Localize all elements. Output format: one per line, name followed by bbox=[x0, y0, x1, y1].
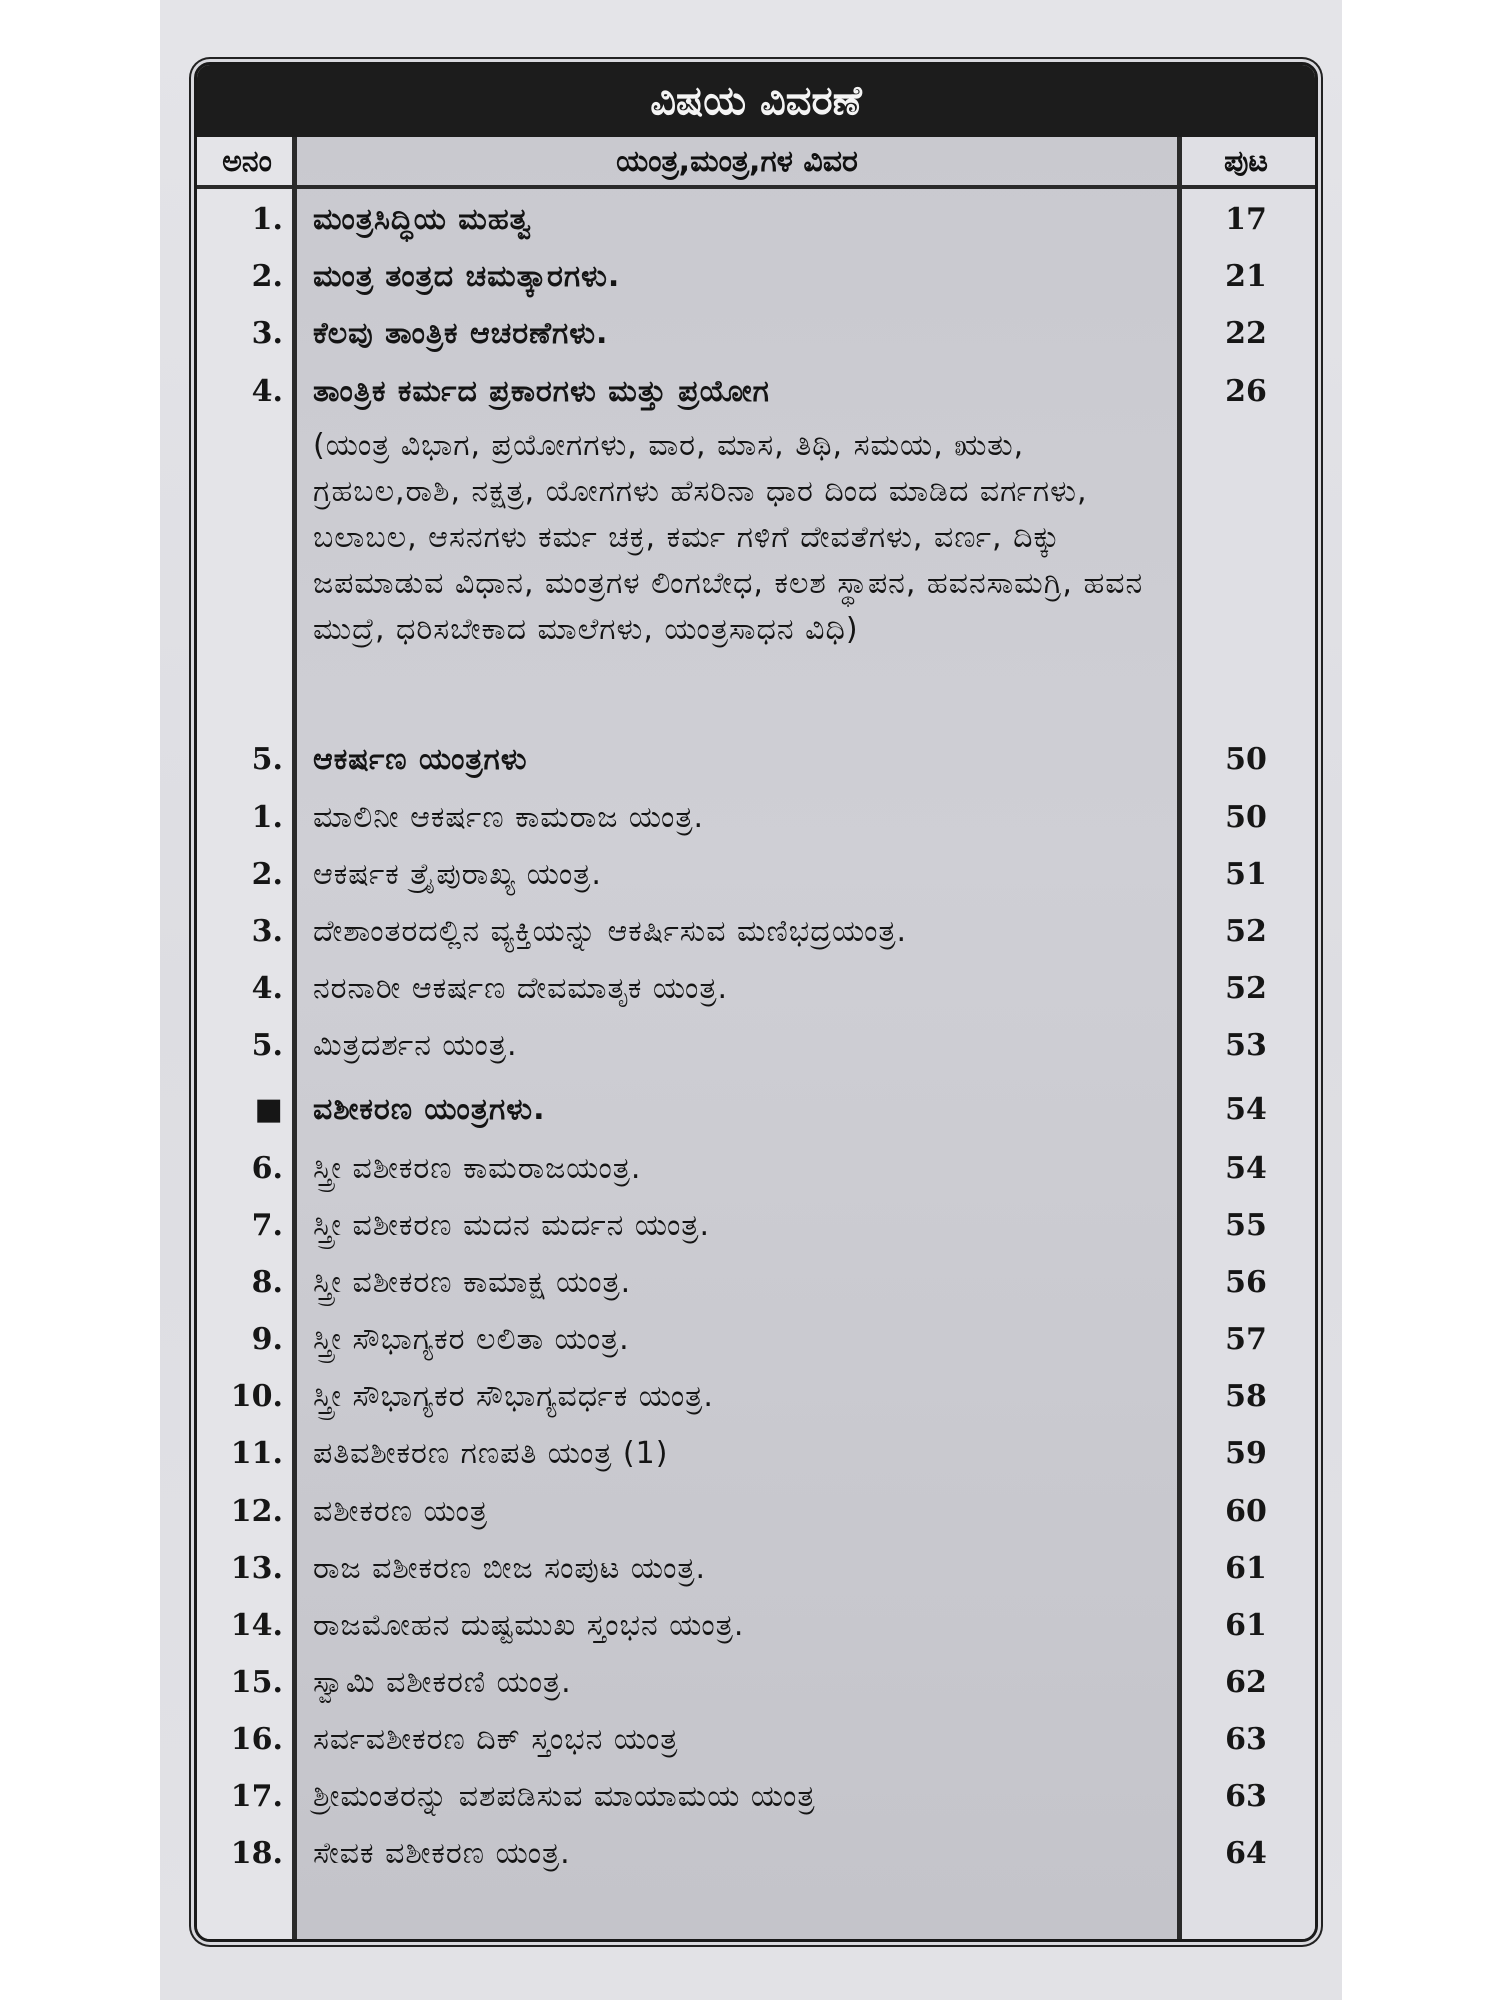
row-page-number: 61 bbox=[1225, 1608, 1267, 1643]
row-number: 2. bbox=[251, 259, 283, 294]
table-row bbox=[197, 1711, 1315, 1768]
table-row bbox=[197, 903, 1315, 960]
row-number: 17. bbox=[230, 1779, 283, 1814]
row-page-number: 54 bbox=[1225, 1092, 1267, 1127]
row-number: 16. bbox=[230, 1722, 283, 1757]
table-row bbox=[197, 789, 1315, 846]
row-description: ಆಕರ್ಷಕ ತ್ರೈಪುರಾಖ್ಯ ಯಂತ್ರ. bbox=[313, 857, 602, 892]
row-page-number: 26 bbox=[1225, 374, 1267, 409]
row-description: ಸ್ತ್ರೀ ವಶೀಕರಣ ಮದನ ಮರ್ದನ ಯಂತ್ರ. bbox=[313, 1208, 710, 1243]
row-page-number: 59 bbox=[1225, 1436, 1267, 1471]
row-number: 15. bbox=[230, 1665, 283, 1700]
table-row bbox=[197, 846, 1315, 903]
row-description: ಸ್ತ್ರೀ ಸೌಭಾಗ್ಯಕರ ಸೌಭಾಗ್ಯವರ್ಧಕ ಯಂತ್ರ. bbox=[313, 1379, 714, 1414]
row-number: ■ bbox=[254, 1092, 283, 1127]
row-page-number: 56 bbox=[1225, 1265, 1267, 1300]
row-description: ನರನಾರೀ ಆಕರ್ಷಣ ದೇವಮಾತೃಕ ಯಂತ್ರ. bbox=[313, 971, 729, 1006]
row-number: 14. bbox=[230, 1608, 283, 1643]
row-number: 3. bbox=[251, 914, 283, 949]
row-description: ಸ್ವಾಮಿ ವಶೀಕರಣಿ ಯಂತ್ರ. bbox=[313, 1665, 572, 1700]
row-description: ಶ್ರೀಮಂತರನ್ನು ವಶಪಡಿಸುವ ಮಾಯಾಮಯ ಯಂತ್ರ bbox=[313, 1779, 816, 1814]
row-description: ರಾಜಮೋಹನ ದುಷ್ಟಮುಖ ಸ್ತಂಭನ ಯಂತ್ರ. bbox=[313, 1608, 745, 1643]
row-number: 10. bbox=[230, 1379, 283, 1414]
table-row bbox=[197, 1825, 1315, 1882]
row-number: 11. bbox=[230, 1436, 283, 1471]
row-page-number: 52 bbox=[1225, 914, 1267, 949]
row-description: ಮಿತ್ರದರ್ಶನ ಯಂತ್ರ. bbox=[313, 1028, 518, 1063]
row-page-number: 50 bbox=[1225, 800, 1267, 835]
table-row bbox=[197, 960, 1315, 1017]
table-header bbox=[197, 137, 1315, 189]
row-page-number: 57 bbox=[1225, 1322, 1267, 1357]
row-page-number: 22 bbox=[1225, 316, 1267, 351]
row-page-number: 55 bbox=[1225, 1208, 1267, 1243]
table-row bbox=[197, 1425, 1315, 1482]
row-number: 1. bbox=[251, 202, 283, 237]
row-description: ಸ್ತ್ರೀ ವಶೀಕರಣ ಕಾಮರಾಜಯಂತ್ರ. bbox=[313, 1151, 642, 1186]
row-description: ಮಾಲಿನೀ ಆಕರ್ಷಣ ಕಾಮರಾಜ ಯಂತ್ರ. bbox=[313, 800, 705, 835]
row-number: 8. bbox=[251, 1265, 283, 1300]
row-page-number: 53 bbox=[1225, 1028, 1267, 1063]
table-row bbox=[197, 1540, 1315, 1597]
row-page-number: 58 bbox=[1225, 1379, 1267, 1414]
header-page: ಪುಟ bbox=[1223, 143, 1268, 179]
row-description: ಪತಿವಶೀಕರಣ ಗಣಪತಿ ಯಂತ್ರ (1) bbox=[313, 1436, 669, 1471]
table-row bbox=[197, 305, 1315, 362]
row-description: ಸರ್ವವಶೀಕರಣ ದಿಕ್ ಸ್ತಂಭನ ಯಂತ್ರ bbox=[313, 1722, 679, 1757]
row-number: 5. bbox=[251, 1028, 283, 1063]
row-description: ದೇಶಾಂತರದಲ್ಲಿನ ವ್ಯಕ್ತಿಯನ್ನು ಆಕರ್ಷಿಸುವ ಮಣಿಭದ್ರಯಂತ್ರ. bbox=[313, 914, 908, 949]
row-number: 3. bbox=[251, 316, 283, 351]
table-row bbox=[197, 191, 1315, 248]
row-description: ವಶೀಕರಣ ಯಂತ್ರ bbox=[313, 1494, 489, 1529]
table-row bbox=[197, 248, 1315, 305]
row-page-number: 63 bbox=[1225, 1722, 1267, 1757]
row-number: 2. bbox=[251, 857, 283, 892]
row-number: 4. bbox=[251, 374, 283, 409]
row-description: ಆಕರ್ಷಣ ಯಂತ್ರಗಳು bbox=[313, 742, 528, 777]
table-row bbox=[197, 1597, 1315, 1654]
table-row bbox=[197, 1017, 1315, 1074]
table-row bbox=[197, 1368, 1315, 1425]
row-description: ಮಂತ್ರ ತಂತ್ರದ ಚಮತ್ಕಾರಗಳು. bbox=[313, 259, 621, 294]
row-number: 5. bbox=[251, 742, 283, 777]
row-number: 7. bbox=[251, 1208, 283, 1243]
row-description: ವಶೀಕರಣ ಯಂತ್ರಗಳು. bbox=[313, 1092, 546, 1127]
row-page-number: 52 bbox=[1225, 971, 1267, 1006]
row-number: 9. bbox=[251, 1322, 283, 1357]
table-row bbox=[197, 1254, 1315, 1311]
row-page-number: 17 bbox=[1225, 202, 1267, 237]
row-number: 18. bbox=[230, 1836, 283, 1871]
row-description: ಮಂತ್ರಸಿದ್ಧಿಯ ಮಹತ್ವ bbox=[313, 202, 532, 237]
table-row bbox=[197, 363, 1315, 417]
header-description: ಯಂತ್ರ,ಮಂತ್ರ,ಗಳ ವಿವರ bbox=[616, 143, 858, 179]
row-number: 12. bbox=[230, 1494, 283, 1529]
row-description: ಸ್ತ್ರೀ ವಶೀಕರಣ ಕಾಮಾಕ್ಷ ಯಂತ್ರ. bbox=[313, 1265, 632, 1300]
table-row bbox=[197, 1654, 1315, 1711]
row-page-number: 50 bbox=[1225, 742, 1267, 777]
contents-title: ವಿಷಯ ವಿವರಣೆ bbox=[197, 65, 1315, 137]
table-row bbox=[197, 417, 1315, 727]
table-row bbox=[197, 1140, 1315, 1197]
table-row bbox=[197, 1197, 1315, 1254]
row-page-number: 61 bbox=[1225, 1551, 1267, 1586]
row-page-number: 60 bbox=[1225, 1494, 1267, 1529]
row-description: ಕೆಲವು ತಾಂತ್ರಿಕ ಆಚರಣೆಗಳು. bbox=[313, 316, 609, 351]
row-description: (ಯಂತ್ರ ವಿಭಾಗ, ಪ್ರಯೋಗಗಳು, ವಾರ, ಮಾಸ, ತಿಥಿ, ಸಮಯ, ಋತು, ಗ್ರಹಬಲ,ರಾಶಿ, ನಕ್ಷತ್ರ, ಯೋಗಗಳು ಹೆಸರಿನಾ ಧಾರ ದಿಂದ ಮಾಡಿದ ವರ್ಗಗಳು, ಬಲಾಬಲ, ಆಸನಗಳು ಕರ್ಮ ಚಕ್ರ, ಕರ್ಮ ಗಳಿಗೆ ದೇವತೆಗಳು, ವರ್ಣ, ದಿಕ್ಕು ಜಪಮಾಡುವ ವಿಧಾನ, ಮಂತ್ರಗಳ ಲಿಂಗಬೇಧ, ಕಲಶ ಸ್ಥಾಪನ, ಹವನಸಾಮಗ್ರಿ, ಹವನ ಮುದ್ರೆ, ಧರಿಸಬೇಕಾದ ಮಾಲೆಗಳು, ಯಂತ್ರಸಾಧನ ವಿಧಿ) bbox=[313, 428, 1144, 647]
row-number: 13. bbox=[230, 1551, 283, 1586]
row-page-number: 62 bbox=[1225, 1665, 1267, 1700]
row-description: ಸೇವಕ ವಶೀಕರಣ ಯಂತ್ರ. bbox=[313, 1836, 571, 1871]
header-number: ಅನಂ bbox=[222, 143, 272, 179]
row-page-number: 63 bbox=[1225, 1779, 1267, 1814]
table-row bbox=[197, 1081, 1315, 1140]
row-page-number: 64 bbox=[1225, 1836, 1267, 1871]
row-number: 6. bbox=[251, 1151, 283, 1186]
row-page-number: 21 bbox=[1225, 259, 1267, 294]
table-row bbox=[197, 1768, 1315, 1825]
row-description: ರಾಜ ವಶೀಕರಣ ಬೀಜ ಸಂಪುಟ ಯಂತ್ರ. bbox=[313, 1551, 707, 1586]
row-number: 1. bbox=[251, 800, 283, 835]
contents-table bbox=[194, 62, 1318, 1942]
table-row bbox=[197, 1483, 1315, 1540]
row-description: ತಾಂತ್ರಿಕ ಕರ್ಮದ ಪ್ರಕಾರಗಳು ಮತ್ತು ಪ್ರಯೋಗ bbox=[313, 374, 770, 409]
row-description: ಸ್ತ್ರೀ ಸೌಭಾಗ್ಯಕರ ಲಲಿತಾ ಯಂತ್ರ. bbox=[313, 1322, 630, 1357]
row-number: 4. bbox=[251, 971, 283, 1006]
table-row bbox=[197, 1311, 1315, 1368]
row-page-number: 54 bbox=[1225, 1151, 1267, 1186]
table-row bbox=[197, 731, 1315, 789]
row-page-number: 51 bbox=[1225, 857, 1267, 892]
